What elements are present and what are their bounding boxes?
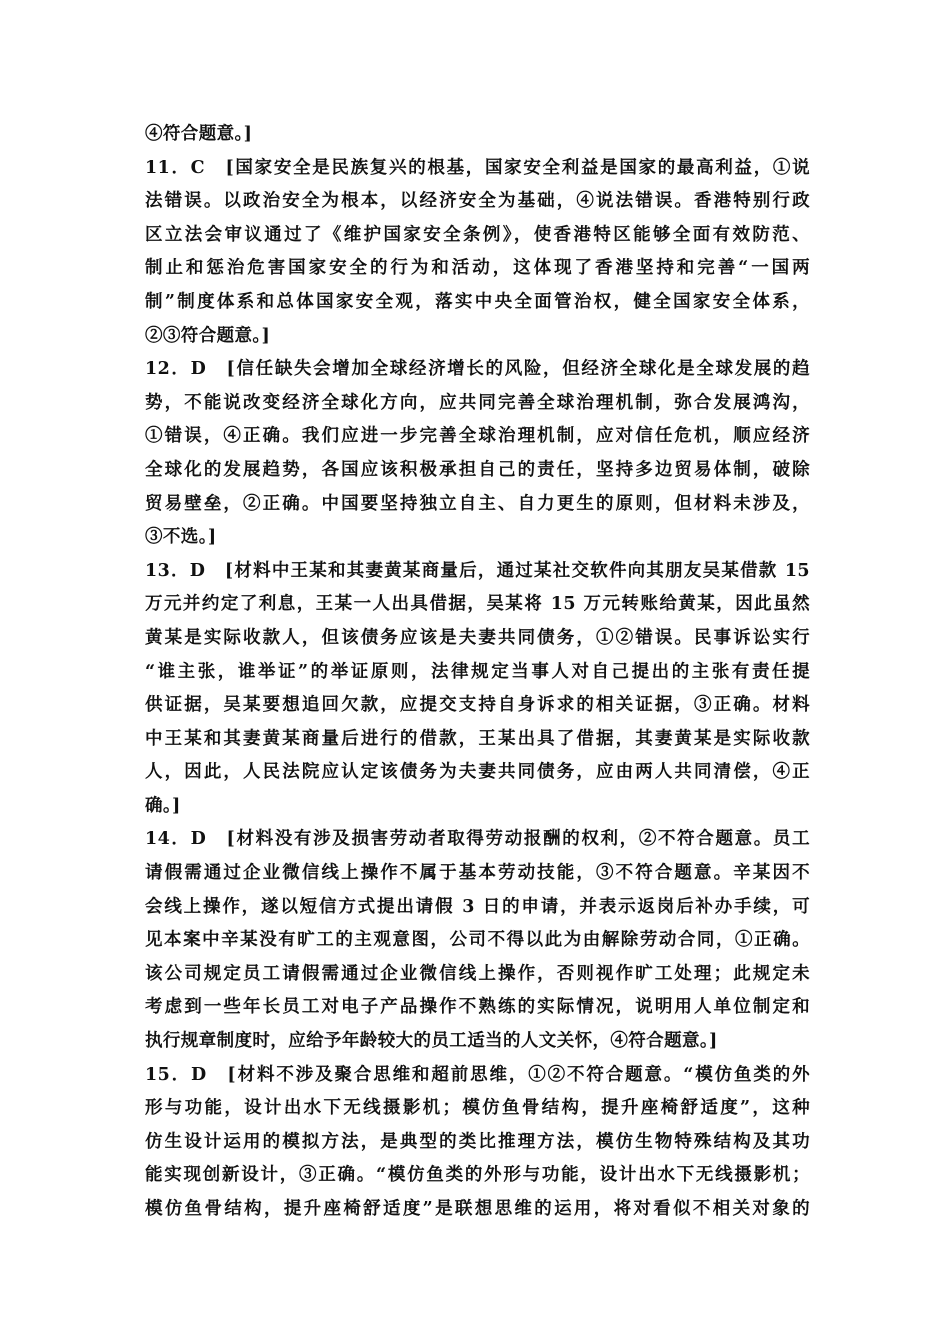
answer-12-heading-line: 12．D [信任缺失会增加全球经济增长的风险，但经济全球化是全球发展的趋 [145,359,810,380]
text-line: 中王某和其妻黄某商量后进行的借款，王某出具了借据，其妻黄某是实际收款 [145,728,810,749]
text-line: “谁主张，谁举证”的举证原则，法律规定当事人对自己提出的主张有责任提 [145,661,810,682]
text-line: 模仿鱼骨结构，提升座椅舒适度”是联想思维的运用，将对看似不相关对象的 [145,1199,810,1219]
text-line: ①错误，④正确。我们应进一步完善全球治理机制，应对信任危机，顺应经济 [145,426,810,447]
text-line: 见本案中辛某没有旷工的主观意图，公司不得以此为由解除劳动合同，①正确。 [145,930,810,951]
text-line: 确。] [145,795,181,816]
text-line: 区立法会审议通过了《维护国家安全条例》，使香港特区能够全面有效防范、 [145,224,810,245]
text-line: 仿生设计运用的模拟方法，是典型的类比推理方法，模仿生物特殊结构及其功 [145,1131,810,1152]
text-line: ③不选。] [145,527,217,548]
text-line: 该公司规定员工请假需通过企业微信线上操作，否则视作旷工处理；此规定未 [145,963,810,984]
text-line: 黄某是实际收款人，但该债务应该是夫妻共同债务，①②错误。民事诉讼实行 [145,627,810,648]
answer-13-heading-line: 13．D [材料中王某和其妻黄某商量后，通过某社交软件向其朋友吴某借款 15 [145,560,810,581]
text-line: 能实现创新设计，③正确。“模仿鱼类的外形与功能，设计出水下无线摄影机； [145,1165,810,1186]
text-line: 势，不能说改变经济全球化方向，应共同完善全球治理机制，弥合发展鸿沟， [145,392,810,413]
text-line: 形与功能，设计出水下无线摄影机；模仿鱼骨结构，提升座椅舒适度”，这种 [145,1098,810,1119]
text-line: 请假需通过企业微信线上操作不属于基本劳动技能，③不符合题意。辛某因不 [145,863,810,884]
text-line: 供证据，吴某要想追回欠款，应提交支持自身诉求的相关证据，③正确。材料 [145,695,810,716]
text-line: 考虑到一些年长员工对电子产品操作不熟练的实际情况，说明用人单位制定和 [145,997,810,1018]
text-line: 全球化的发展趋势，各国应该积极承担自己的责任，坚持多边贸易体制，破除 [145,459,810,480]
text-line: 人，因此，人民法院应认定该债务为夫妻共同债务，应由两人共同清偿，④正 [145,762,810,783]
text-line: 制”制度体系和总体国家安全观，落实中央全面管治权，健全国家安全体系， [145,291,810,312]
answer-11-heading-line: 11．C [国家安全是民族复兴的根基，国家安全利益是国家的最高利益，①说 [145,157,810,178]
text-line: 制止和惩治危害国家安全的行为和活动，这体现了香港坚持和完善“一国两 [145,258,810,279]
text-line: ④符合题意。] [145,124,253,144]
answer-text-block [145,118,810,1227]
text-line: 会线上操作，遂以短信方式提出请假 3 日的申请，并表示返岗后补办手续，可 [145,896,810,917]
text-line: 执行规章制度时，应给予年龄较大的员工适当的人文关怀，④符合题意。] [145,1031,718,1052]
answer-15-heading-line: 15．D [材料不涉及聚合思维和超前思维，①②不符合题意。“模仿鱼类的外 [145,1064,810,1085]
text-line: 万元并约定了利息，王某一人出具借据，吴某将 15 万元转账给黄某，因此虽然 [145,594,810,615]
text-line: 法错误。以政治安全为根本，以经济安全为基础，④说法错误。香港特别行政 [145,191,810,212]
answer-14-heading-line: 14．D [材料没有涉及损害劳动者取得劳动报酬的权利，②不符合题意。员工 [145,829,810,850]
text-line: ②③符合题意。] [145,325,271,346]
text-line: 贸易壁垒，②正确。中国要坚持独立自主、自力更生的原则，但材料未涉及， [145,493,810,514]
